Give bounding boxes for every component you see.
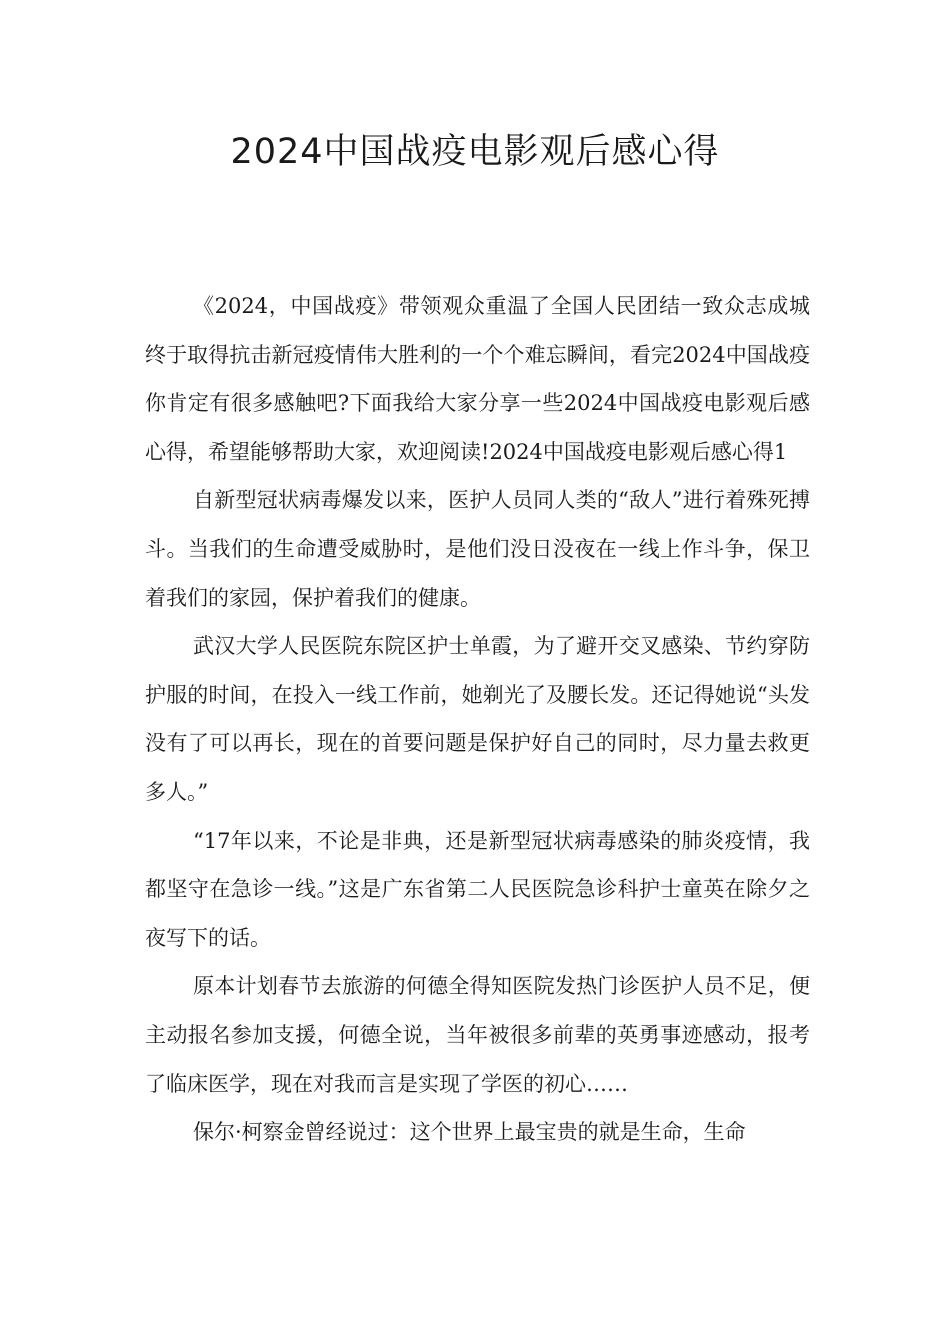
- paragraph-he-dequan: 原本计划春节去旅游的何德全得知医院发热门诊医护人员不足，便主动报名参加支援，何德全说，当年被很多前辈的英勇事迹感动，报考了临床医学，现在对我而言是实现了学医的初心……: [145, 974, 810, 1096]
- paragraph-quote: 保尔·柯察金曾经说过：这个世界上最宝贵的就是生命，生命: [193, 1120, 746, 1145]
- document-body: [145, 282, 810, 1157]
- paragraph-medical-workers: 自新型冠状病毒爆发以来，医护人员同人类的“敌人”进行着殊死搏斗。当我们的生命遭受威胁时，是他们没日没夜在一线上作斗争，保卫着我们的家园，保护着我们的健康。: [145, 488, 810, 610]
- paragraph-nurse-shan-xia: 武汉大学人民医院东院区护士单霞，为了避开交叉感染、节约穿防护服的时间，在投入一线工作前，她剃光了及腰长发。还记得她说“头发没有了可以再长，现在的首要问题是保护好自己的同时，尽力量去救更多人。”: [145, 634, 810, 804]
- paragraph-intro: 《2024，中国战疫》带领观众重温了全国人民团结一致众志成城终于取得抗击新冠疫情伟大胜利的一个个难忘瞬间，看完2024中国战疫你肯定有很多感触吧?下面我给大家分享一些2024中国战疫电影观后感心得，希望能够帮助大家，欢迎阅读!2024中国战疫电影观后感心得1: [145, 294, 810, 464]
- document-title: 2024中国战疫电影观后感心得: [230, 132, 720, 172]
- paragraph-nurse-tong-ying: “17年以来，不论是非典，还是新型冠状病毒感染的肺炎疫情，我都坚守在急诊一线。”这是广东省第二人民医院急诊科护士童英在除夕之夜写下的话。: [145, 828, 810, 950]
